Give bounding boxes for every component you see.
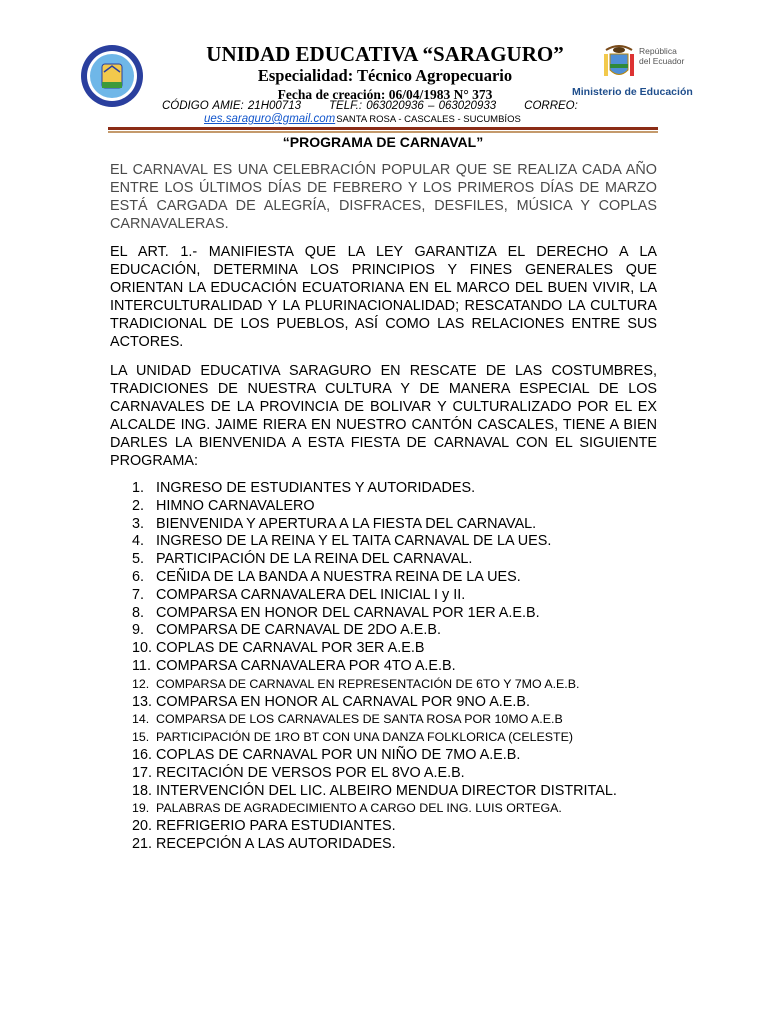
- program-item: [132, 836, 692, 854]
- header-rule-light: [108, 131, 658, 133]
- program-item-text: COMPARSA CARNAVALERA POR 4TO A.E.B.: [156, 657, 456, 674]
- school-name: UNIDAD EDUCATIVA “SARAGURO”: [206, 42, 564, 66]
- program-item: [132, 658, 692, 676]
- program-item: [132, 800, 692, 818]
- program-item-text: COMPARSA EN HONOR AL CARNAVAL POR 9NO A.E.B.: [156, 693, 530, 710]
- contact-line: [162, 100, 578, 112]
- program-item-text: COPLAS DE CARNAVAL POR UN NIÑO DE 7MO A.E.B.: [156, 746, 521, 763]
- program-item: [132, 569, 692, 587]
- phone-numbers: TELF.: 063020936 – 063020933: [329, 100, 497, 112]
- program-item-text: REFRIGERIO PARA ESTUDIANTES.: [156, 818, 396, 835]
- creation-date: Fecha de creación: 06/04/1983 N° 373: [277, 87, 493, 102]
- program-item: [132, 498, 692, 516]
- program-item-text: COPLAS DE CARNAVAL POR 3ER A.E.B: [156, 640, 425, 657]
- program-item-text: COMPARSA EN HONOR DEL CARNAVAL POR 1ER A.E.B.: [156, 604, 540, 621]
- program-item-text: INGRESO DE ESTUDIANTES Y AUTORIDADES.: [156, 480, 476, 496]
- program-item-number: 2.: [132, 497, 145, 514]
- program-item: [132, 640, 692, 658]
- program-item-text: BIENVENIDA Y APERTURA A LA FIESTA DEL CARNAVAL.: [156, 515, 537, 532]
- program-item-number: 13.: [132, 693, 153, 710]
- program-item: [132, 711, 692, 729]
- school-seal-logo: [80, 44, 144, 108]
- ministry-name: Ministerio de Educación: [572, 86, 693, 98]
- program-item-text: RECITACIÓN DE VERSOS POR EL 8VO A.E.B.: [156, 764, 465, 781]
- program-item-number: 6.: [132, 568, 145, 585]
- paragraph-intro: EL CARNAVAL ES UNA CELEBRACIÓN POPULAR QUE SE REALIZA CADA AÑO ENTRE LOS ÚLTIMOS DÍAS DE FEBRERO Y LOS PRIMEROS DÍAS DE MARZO ESTÁ CARGADA DE ALEGRÍA, DISFRACES, DESFILES, MÚSICA Y COPLAS CARNAVALERAS.: [110, 162, 657, 232]
- program-item-text: PARTICIPACIÓN DE 1RO BT CON UNA DANZA FOLKLORICA (CELESTE): [156, 730, 574, 745]
- program-item-text: PALABRAS DE AGRADECIMIENTO A CARGO DEL ING. LUIS ORTEGA.: [156, 801, 562, 816]
- email-label: CORREO:: [524, 100, 578, 112]
- republic-label: República del Ecuador: [639, 46, 685, 66]
- specialty: Especialidad: Técnico Agropecuario: [257, 66, 513, 85]
- paragraph-welcome: LA UNIDAD EDUCATIVA SARAGURO EN RESCATE DE LAS COSTUMBRES, TRADICIONES DE NUESTRA CULTURA Y DE MANERA ESPECIAL DE LOS CARNAVALES DE LA PROVINCIA DE BOLIVAR Y CULTURALIZADO POR EL EX ALCALDE ING. JAIME RIERA EN NUESTRO CANTÓN CASCALES, TIENE A BIEN DARLES LA BIENVENIDA A ESTA FIESTA DE CARNAVAL CON EL SIGUIENTE PROGRAMA:: [110, 363, 657, 469]
- program-item-number: 11.: [132, 657, 151, 674]
- program-item-number: 16.: [132, 746, 153, 763]
- program-item: [132, 533, 692, 551]
- contact-line-2: [204, 113, 521, 125]
- program-item: [132, 622, 692, 640]
- program-item-number: 14.: [132, 712, 150, 727]
- program-item-number: 19.: [132, 801, 150, 816]
- program-item-number: 18.: [132, 782, 153, 799]
- email-link[interactable]: ues.saraguro@gmail.com: [204, 113, 336, 125]
- program-item: [132, 818, 692, 836]
- program-item-number: 3.: [132, 515, 145, 532]
- location: SANTA ROSA - CASCALES - SUCUMBÍOS: [336, 114, 521, 125]
- program-item-number: 17.: [132, 764, 153, 781]
- ecuador-coat-of-arms-icon: [602, 42, 636, 82]
- program-item-number: 10.: [132, 640, 153, 657]
- program-item: [132, 765, 692, 783]
- program-item-text: INTERVENCIÓN DEL LIC. ALBEIRO MENDUA DIRECTOR DISTRITAL.: [156, 782, 617, 799]
- program-item-text: CEÑIDA DE LA BANDA A NUESTRA REINA DE LA UES.: [156, 568, 521, 585]
- program-item-number: 8.: [132, 604, 145, 621]
- paragraph-article: EL ART. 1.- MANIFIESTA QUE LA LEY GARANTIZA EL DERECHO A LA EDUCACIÓN, DETERMINA LOS PRINCIPIOS Y FINES GENERALES QUE ORIENTAN LA EDUCACIÓN ECUATORIANA EN EL MARCO DEL BUEN VIVIR, LA INTERCULTURALIDAD Y LA PLURINACIONALIDAD; RESCATANDO LA CULTURA TRADICIONAL DE LOS PUEBLOS, ASÍ COMO LAS RELACIONES ENTRE SUS ACTORES.: [110, 244, 657, 350]
- program-item-number: 7.: [132, 586, 145, 603]
- program-item-text: INGRESO DE LA REINA Y EL TAITA CARNAVAL DE LA UES.: [156, 533, 552, 550]
- program-item-number: 4.: [132, 533, 145, 550]
- program-item-text: HIMNO CARNAVALERO: [156, 497, 315, 514]
- program-item-text: COMPARSA DE CARNAVAL DE 2DO A.E.B.: [156, 622, 441, 639]
- program-item-text: RECEPCIÓN A LAS AUTORIDADES.: [156, 835, 396, 852]
- program-item: [132, 551, 692, 569]
- program-item: [132, 747, 692, 765]
- program-item: [132, 516, 692, 534]
- program-item: [132, 587, 692, 605]
- letterhead: [150, 42, 620, 103]
- program-item-text: COMPARSA DE CARNAVAL EN REPRESENTACIÓN DE 6TO Y 7MO A.E.B.: [156, 676, 580, 691]
- program-item-text: PARTICIPACIÓN DE LA REINA DEL CARNAVAL.: [156, 551, 473, 568]
- program-item-text: COMPARSA CARNAVALERA DEL INICIAL I y II.: [156, 586, 466, 603]
- program-item-number: 15.: [132, 730, 150, 745]
- header-rule-dark: [108, 127, 658, 130]
- program-item: [132, 480, 692, 498]
- program-item-number: 5.: [132, 551, 145, 568]
- program-item: [132, 729, 692, 747]
- document-title: “PROGRAMA DE CARNAVAL”: [282, 134, 484, 150]
- program-item-number: 20.: [132, 818, 153, 835]
- program-item-number: 12.: [132, 676, 150, 691]
- program-item-number: 1.: [132, 480, 145, 496]
- program-item: [132, 694, 692, 712]
- amie-code: CÓDIGO AMIE: 21H00713: [162, 100, 301, 112]
- program-item-number: 21.: [132, 835, 153, 852]
- program-list: [132, 480, 692, 854]
- program-item-number: 9.: [132, 622, 145, 639]
- ministry-logo: [572, 40, 707, 100]
- program-item: [132, 676, 692, 694]
- program-item-text: COMPARSA DE LOS CARNAVALES DE SANTA ROSA POR 10MO A.E.B: [156, 712, 563, 727]
- program-item: [132, 783, 692, 801]
- program-item: [132, 605, 692, 623]
